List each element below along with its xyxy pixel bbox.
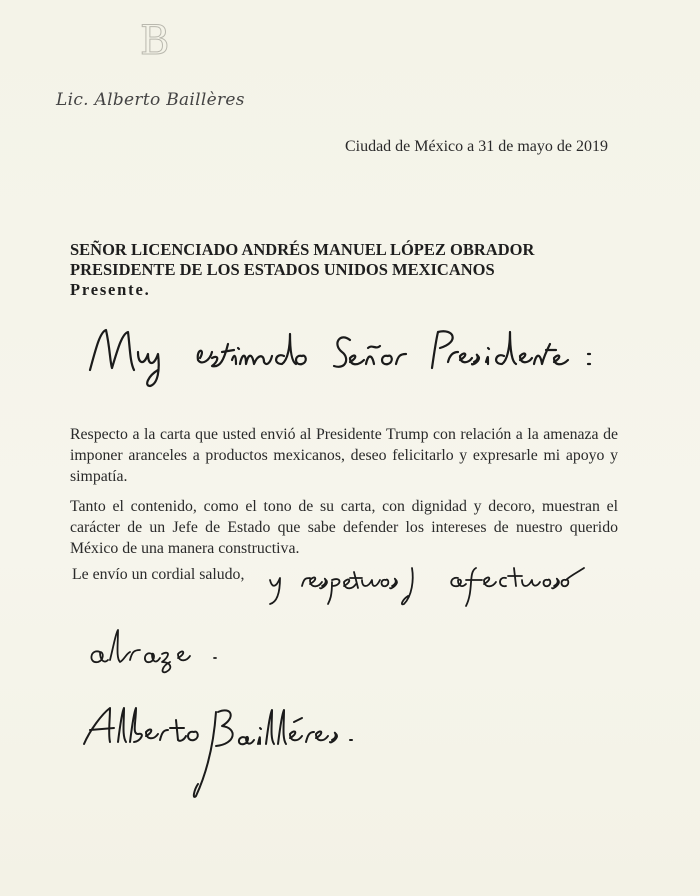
- signature: [80, 700, 380, 815]
- handwritten-closing-line-2: [86, 624, 236, 679]
- handwritten-closing-strokes-2: [86, 624, 236, 674]
- letter-date: Ciudad de México a 31 de mayo de 2019: [344, 138, 608, 155]
- handwritten-salutation-strokes: [88, 318, 618, 388]
- addressee-block: [70, 240, 534, 300]
- letterhead-name: Lic. Alberto Baillères: [56, 90, 245, 110]
- addressee-line-1: SEÑOR LICENCIADO ANDRÉS MANUEL LÓPEZ OBRADOR: [70, 240, 535, 259]
- signature-strokes: [80, 700, 380, 810]
- letterhead-monogram: B: [140, 18, 170, 64]
- addressee-line-3: Presente.: [70, 280, 151, 299]
- handwritten-closing-line-1: [262, 560, 602, 615]
- handwritten-closing-strokes-1: [262, 560, 602, 610]
- handwritten-salutation: [88, 318, 618, 393]
- paragraph-2: Tanto el contenido, como el tono de su carta, con dignidad y decoro, muestran el carácter de un Jefe de Estado que sabe defender los intereses de nuestro querido México de una manera constructiva.: [70, 498, 618, 557]
- closing-printed: Le envío un cordial saludo,: [72, 566, 245, 583]
- addressee-line-2: PRESIDENTE DE LOS ESTADOS UNIDOS MEXICANOS: [70, 260, 495, 279]
- paragraph-1: Respecto a la carta que usted envió al Presidente Trump con relación a la amenaza de imponer aranceles a productos mexicanos, deseo felicitarlo y expresarle mi apoyo y simpatía.: [70, 426, 618, 485]
